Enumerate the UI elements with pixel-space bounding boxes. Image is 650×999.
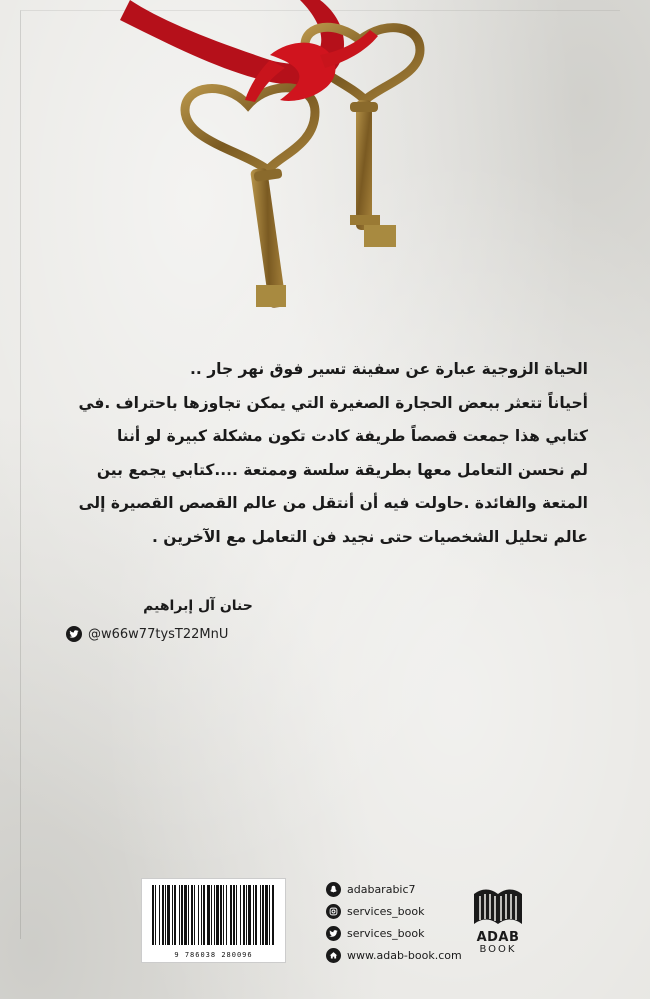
- contact-instagram: [326, 900, 476, 922]
- barcode-bar: [191, 885, 193, 945]
- barcode-bar: [255, 885, 257, 945]
- right-key-shaft: [356, 100, 372, 230]
- author-twitter: [66, 626, 228, 642]
- contact-text: services_book: [347, 926, 425, 940]
- snapchat-icon: [326, 882, 341, 897]
- book-stack-icon: [470, 884, 526, 928]
- blurb-line: أحياناً تتعثر ببعض الحجارة الصغيرة التي يمكن تجاوزها باحتراف .في: [78, 393, 588, 412]
- barcode-bar: [214, 885, 215, 945]
- publisher-logo: [468, 884, 528, 954]
- contact-text: services_book: [347, 904, 425, 918]
- author-twitter-handle: @w66w77tysT22MnU: [88, 626, 229, 642]
- barcode-bar: [198, 885, 199, 945]
- barcode-bar: [211, 885, 212, 945]
- barcode-bars: [142, 879, 285, 949]
- barcode-bar: [174, 885, 176, 945]
- barcode-bar: [243, 885, 245, 945]
- barcode-bar: [265, 885, 268, 945]
- publisher-contacts: [326, 878, 476, 966]
- barcode-bar: [246, 885, 247, 945]
- right-key-bit: [364, 225, 396, 247]
- barcode-bar: [167, 885, 170, 945]
- publisher-sub: BOOK: [479, 944, 517, 955]
- author-block: [68, 598, 298, 614]
- barcode-bar: [236, 885, 237, 945]
- twitter-icon: [326, 926, 341, 941]
- twitter-icon: [66, 626, 82, 642]
- blurb-line: الحياة الزوجية عبارة عن سفينة تسير فوق نهر جار ..: [190, 360, 588, 378]
- barcode-bar: [248, 885, 251, 945]
- barcode-bar: [260, 885, 261, 945]
- barcode-bar: [179, 885, 180, 945]
- barcode-bar: [262, 885, 264, 945]
- barcode-bar: [165, 885, 166, 945]
- barcode-bar: [152, 885, 154, 945]
- barcode-number: 9 786038 280096: [174, 951, 253, 959]
- barcode-bar: [159, 885, 160, 945]
- instagram-icon: [326, 904, 341, 919]
- barcode-bar: [181, 885, 183, 945]
- barcode-bar: [201, 885, 202, 945]
- keys-illustration: [120, 0, 460, 320]
- barcode-bar: [188, 885, 189, 945]
- barcode-bar: [230, 885, 232, 945]
- barcode-bar: [269, 885, 270, 945]
- contact-text: adabarabic7: [347, 882, 416, 896]
- author-name: حنان آل إبراهيم: [143, 598, 253, 614]
- contact-text: www.adab-book.com: [347, 948, 462, 962]
- blurb-line: المتعة والفائدة .حاولت فيه أن أنتقل من عالم القصص القصيرة إلى: [78, 494, 588, 512]
- home-icon: [326, 948, 341, 963]
- barcode-bar: [216, 885, 219, 945]
- barcode-bar: [184, 885, 187, 945]
- blurb-line: لم نحسن التعامل معها بطريقة سلسة وممتعة ....كتابي يجمع بين: [96, 460, 588, 479]
- barcode-bar: [272, 885, 274, 945]
- barcode-bar: [253, 885, 254, 945]
- blurb-line: كتابي هذا جمعت قصصاً طريفة كادت تكون مشكلة كبيرة لو أننا: [116, 427, 588, 445]
- contact-twitter: [326, 922, 476, 944]
- barcode-bar: [203, 885, 205, 945]
- publisher-name: ADAB: [476, 930, 520, 945]
- barcode-bar: [155, 885, 156, 945]
- barcode-bar: [172, 885, 173, 945]
- barcode-bar: [220, 885, 222, 945]
- barcode-bar: [233, 885, 235, 945]
- contact-snapchat: [326, 878, 476, 900]
- blurb-line: عالم تحليل الشخصيات حتى نجيد فن التعامل مع الآخرين .: [151, 527, 588, 546]
- barcode-bar: [223, 885, 224, 945]
- back-cover-blurb: [60, 353, 588, 554]
- isbn-barcode: [141, 878, 286, 963]
- barcode-bar: [207, 885, 210, 945]
- left-key-bit: [256, 285, 286, 307]
- contact-website: [326, 944, 476, 966]
- barcode-bar: [194, 885, 195, 945]
- barcode-bar: [240, 885, 241, 945]
- barcode-bar: [226, 885, 227, 945]
- barcode-bar: [162, 885, 164, 945]
